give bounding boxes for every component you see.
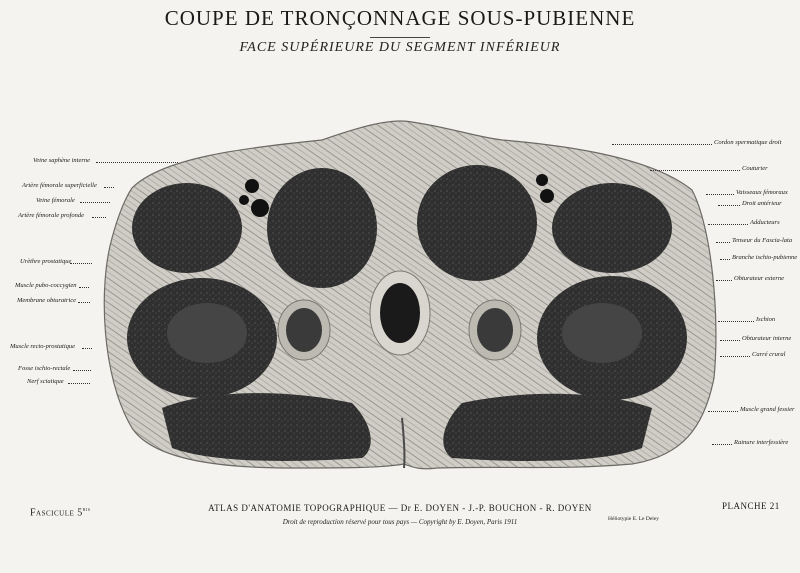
leader-line [78,302,90,303]
label-ischion: Ischion [756,316,776,323]
label-fosse-ischio-rectale: Fosse ischio-rectale [18,365,71,372]
leader-line [82,348,92,349]
label-veine-femorale: Veine fémorale [36,197,75,204]
leader-line [718,205,740,206]
title-divider [370,37,430,38]
footer-copyright: Droit de reproduction réservé pour tous pays — Copyright by E. Doyen, Paris 1911 [282,518,518,526]
cross-section-image [92,118,718,470]
leader-line [650,170,740,171]
leader-line [80,202,110,203]
leader-line [716,280,732,281]
leader-line [706,194,734,195]
label-artere-femorale-superficielle: Artère fémorale superficielle [22,182,97,189]
footer-atlas-title: ATLAS D'ANATOMIE TOPOGRAPHIQUE — Dr E. DOYEN - J.-P. BOUCHON - R. DOYEN [208,503,592,513]
leader-line [720,259,730,260]
label-carre-crural: Carré crural [752,351,786,358]
label-tenseur-fascia-lata: Tenseur du Fascia-lata [732,237,793,244]
label-obturateur-interne: Obturateur interne [742,335,792,342]
leader-line [79,287,89,288]
label-muscle-grand-fessier: Muscle grand fessier [740,406,795,413]
leader-line [708,411,738,412]
leader-line [716,242,730,243]
leader-line [92,217,106,218]
label-membrane-obturatrice: Membrane obturatrice [17,297,77,304]
label-nerf-sciatique: Nerf sciatique [27,378,64,385]
footer-planche: PLANCHE 21 [722,501,780,511]
label-adducteurs: Adducteurs [750,219,780,226]
footer-fascicule: Fascicule $5^{bis}$ [30,507,91,519]
leader-line [70,263,92,264]
label-vaisseaux-femoraux: Vaisseaux fémoraux [736,189,788,196]
label-muscle-pubo-coccygien: Muscle pubo-coccygien [15,282,77,289]
leader-line [708,224,748,225]
label-branche-ischio-pubienne: Branche ischio-pubienne [732,254,798,261]
leader-line [73,370,91,371]
leader-line [612,144,712,145]
leader-line [96,162,178,163]
footer-heliotypie: Héliotypie E. Le Deley [608,516,660,522]
label-muscle-recto-prostatique: Muscle recto-prostatique [10,343,76,350]
plate-subtitle: FACE SUPÉRIEURE DU SEGMENT INFÉRIEUR [239,40,561,55]
label-couturier: Couturier [742,165,768,172]
leader-line [712,444,732,445]
label-rainure-interfessiere: Rainure interfessière [734,439,789,446]
label-droit-anterieur: Droit antérieur [742,200,782,207]
label-obturateur-externe: Obturateur externe [734,275,785,282]
leader-line [718,321,754,322]
label-urethre-prostatique: Urèthre prostatique [20,258,72,265]
leader-line [720,340,740,341]
label-veine-saphene-interne: Veine saphène interne [33,157,91,164]
label-artere-femorale-profonde: Artère fémorale profonde [18,212,84,219]
plate-title: COUPE DE TRONÇONNAGE SOUS-PUBIENNE [164,6,636,30]
leader-line [104,187,114,188]
leader-line [720,356,750,357]
label-cordon-spermatique-droit: Cordon spermatique droit [714,139,782,146]
leader-line [68,383,90,384]
